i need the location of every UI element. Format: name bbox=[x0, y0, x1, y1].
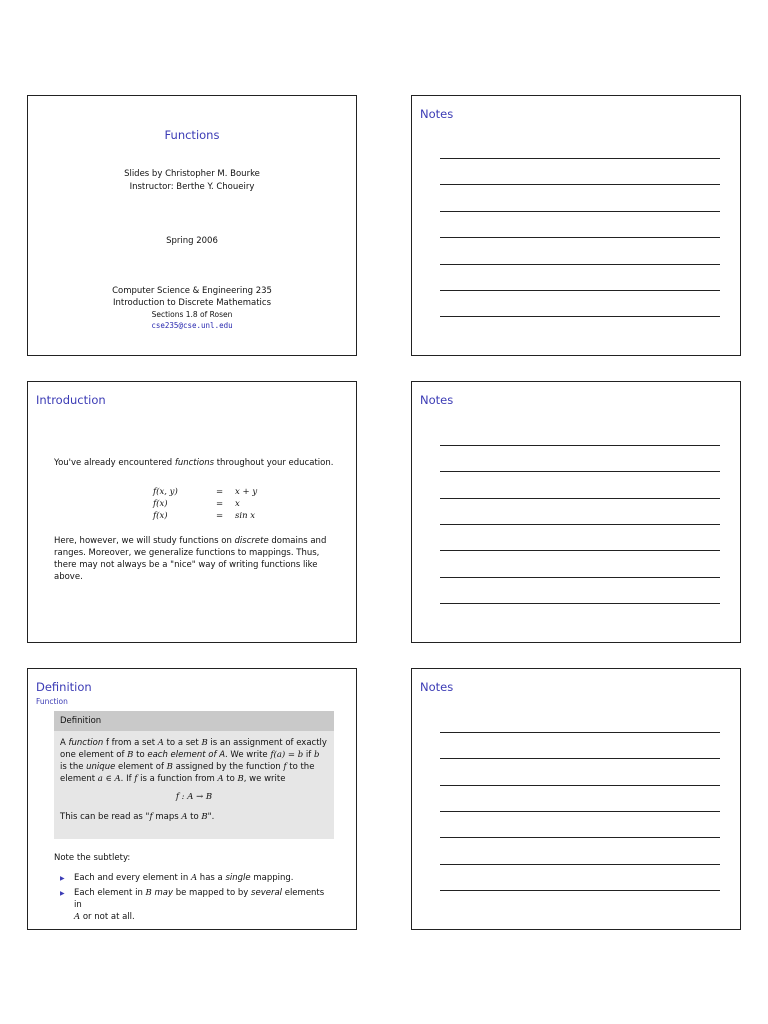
instructor-line: Instructor: Berthe Y. Choueiry bbox=[129, 182, 255, 192]
note-line[interactable] bbox=[440, 758, 720, 759]
slide-main-title: Functions bbox=[164, 128, 220, 142]
note-line[interactable] bbox=[440, 290, 720, 291]
text: elements in bbox=[74, 888, 325, 910]
equation-eq-2: = bbox=[216, 499, 224, 509]
math-var: f bbox=[149, 812, 153, 822]
text: is an assignment of exactly one element of bbox=[60, 738, 327, 760]
text: or not at all. bbox=[80, 912, 135, 922]
text: is the bbox=[60, 762, 87, 772]
text: Each element in bbox=[74, 888, 146, 898]
author-line: Slides by Christopher M. Bourke bbox=[124, 169, 260, 179]
text: mapping. bbox=[250, 873, 294, 883]
sections-line: Sections 1.8 of Rosen bbox=[151, 310, 233, 319]
subtlety-note: Note the subtlety: bbox=[54, 853, 131, 863]
definition-box-title: Definition bbox=[54, 711, 334, 731]
text: has a bbox=[197, 873, 226, 883]
note-line[interactable] bbox=[440, 890, 720, 891]
math-expr: f(a) = b bbox=[270, 750, 304, 760]
bullet-list bbox=[60, 872, 332, 926]
equation-eq-3: = bbox=[216, 511, 224, 521]
emphasis: functions bbox=[174, 458, 215, 468]
text: . If bbox=[120, 774, 135, 784]
note-line[interactable] bbox=[440, 264, 720, 265]
note-line[interactable] bbox=[440, 498, 720, 499]
slide-definition bbox=[27, 668, 357, 930]
definition-box bbox=[54, 711, 334, 839]
text: maps bbox=[152, 812, 182, 822]
note-line[interactable] bbox=[440, 811, 720, 812]
note-line[interactable] bbox=[440, 837, 720, 838]
slide-introduction bbox=[27, 381, 357, 643]
slide-heading: Definition bbox=[36, 680, 92, 694]
text: f from a set bbox=[103, 738, 158, 748]
math-var: B bbox=[145, 888, 152, 898]
text: is a function from bbox=[137, 774, 218, 784]
text: assigned by the function bbox=[172, 762, 284, 772]
equation-rhs-1: x + y bbox=[235, 487, 258, 497]
math-var: A bbox=[181, 812, 188, 822]
equation-lhs-2: f(x) bbox=[153, 499, 168, 509]
text: to the element bbox=[60, 762, 315, 784]
notes-panel-3 bbox=[411, 668, 741, 930]
slide-title-page bbox=[27, 95, 357, 356]
equation-lhs-3: f(x) bbox=[153, 511, 168, 521]
course-line-2: Introduction to Discrete Mathematics bbox=[113, 298, 271, 308]
equation-eq-1: = bbox=[216, 487, 224, 497]
notes-panel-2 bbox=[411, 381, 741, 643]
note-line[interactable] bbox=[440, 158, 720, 159]
notes-label: Notes bbox=[420, 393, 454, 407]
slide-heading: Introduction bbox=[36, 393, 106, 407]
emphasis: single bbox=[225, 873, 251, 883]
note-line[interactable] bbox=[440, 237, 720, 238]
note-line[interactable] bbox=[440, 550, 720, 551]
emphasis: each element of A bbox=[147, 750, 226, 760]
emphasis: unique bbox=[86, 762, 116, 772]
math-var: B bbox=[127, 750, 134, 760]
text: if bbox=[303, 750, 314, 760]
emphasis: may bbox=[154, 888, 174, 898]
emphasis: function bbox=[68, 738, 104, 748]
text: element of bbox=[115, 762, 167, 772]
text: to a set bbox=[163, 738, 202, 748]
text: throughout your education. bbox=[214, 458, 334, 468]
equation-rhs-3: sin x bbox=[235, 511, 256, 521]
text: domains and ranges. Moreover, we generalize functions to mappings. Thus, there may not always be a "nice" way of writing functions like above. bbox=[54, 536, 327, 582]
note-line[interactable] bbox=[440, 211, 720, 212]
text: Here, however, we will study functions on bbox=[54, 536, 235, 546]
note-line[interactable] bbox=[440, 524, 720, 525]
bullet-item-1 bbox=[60, 872, 332, 884]
intro-paragraph bbox=[54, 457, 336, 469]
math-expr: a ∈ A bbox=[97, 774, 121, 784]
equation-rhs-2: x bbox=[235, 499, 240, 509]
definition-text bbox=[54, 731, 334, 829]
note-line[interactable] bbox=[440, 577, 720, 578]
math-var: B bbox=[201, 738, 208, 748]
reading-line bbox=[60, 811, 328, 823]
math-var: b bbox=[313, 750, 320, 760]
discrete-paragraph bbox=[54, 535, 336, 583]
emphasis: several bbox=[251, 888, 283, 898]
email-link[interactable]: cse235@cse.unl.edu bbox=[151, 321, 233, 330]
course-line-1: Computer Science & Engineering 235 bbox=[112, 286, 272, 296]
math-var: B bbox=[237, 774, 244, 784]
date-line: Spring 2006 bbox=[166, 236, 218, 246]
text: ". bbox=[207, 812, 215, 822]
text: This can be read as " bbox=[60, 812, 150, 822]
mapping-formula: f : A → B bbox=[175, 792, 213, 802]
note-line[interactable] bbox=[440, 471, 720, 472]
text: to bbox=[223, 774, 238, 784]
text: A bbox=[60, 738, 69, 748]
text: . We write bbox=[225, 750, 271, 760]
note-line[interactable] bbox=[440, 184, 720, 185]
slide-subheading: Function bbox=[36, 697, 68, 706]
note-line[interactable] bbox=[440, 316, 720, 317]
note-line[interactable] bbox=[440, 785, 720, 786]
math-var: B bbox=[201, 812, 208, 822]
text: to bbox=[133, 750, 148, 760]
math-var: A bbox=[74, 912, 81, 922]
text: , we write bbox=[243, 774, 286, 784]
notes-label: Notes bbox=[420, 107, 454, 121]
math-var: A bbox=[190, 873, 198, 883]
note-line[interactable] bbox=[440, 445, 720, 446]
math-var: f bbox=[134, 774, 138, 784]
emphasis: discrete bbox=[234, 536, 269, 546]
note-line[interactable] bbox=[440, 732, 720, 733]
text: Each and every element in bbox=[74, 873, 191, 883]
math-var: B bbox=[166, 762, 173, 772]
text: You've already encountered bbox=[54, 458, 175, 468]
notes-panel-1 bbox=[411, 95, 741, 356]
note-line[interactable] bbox=[440, 603, 720, 604]
math-var: f bbox=[283, 762, 287, 772]
math-var: A bbox=[157, 738, 164, 748]
equation-lhs-1: f(x, y) bbox=[153, 487, 178, 497]
math-var: A bbox=[217, 774, 224, 784]
text: to bbox=[187, 812, 202, 822]
note-line[interactable] bbox=[440, 864, 720, 865]
bullet-item-2 bbox=[60, 887, 332, 923]
notes-label: Notes bbox=[420, 680, 454, 694]
text: be mapped to by bbox=[173, 888, 252, 898]
